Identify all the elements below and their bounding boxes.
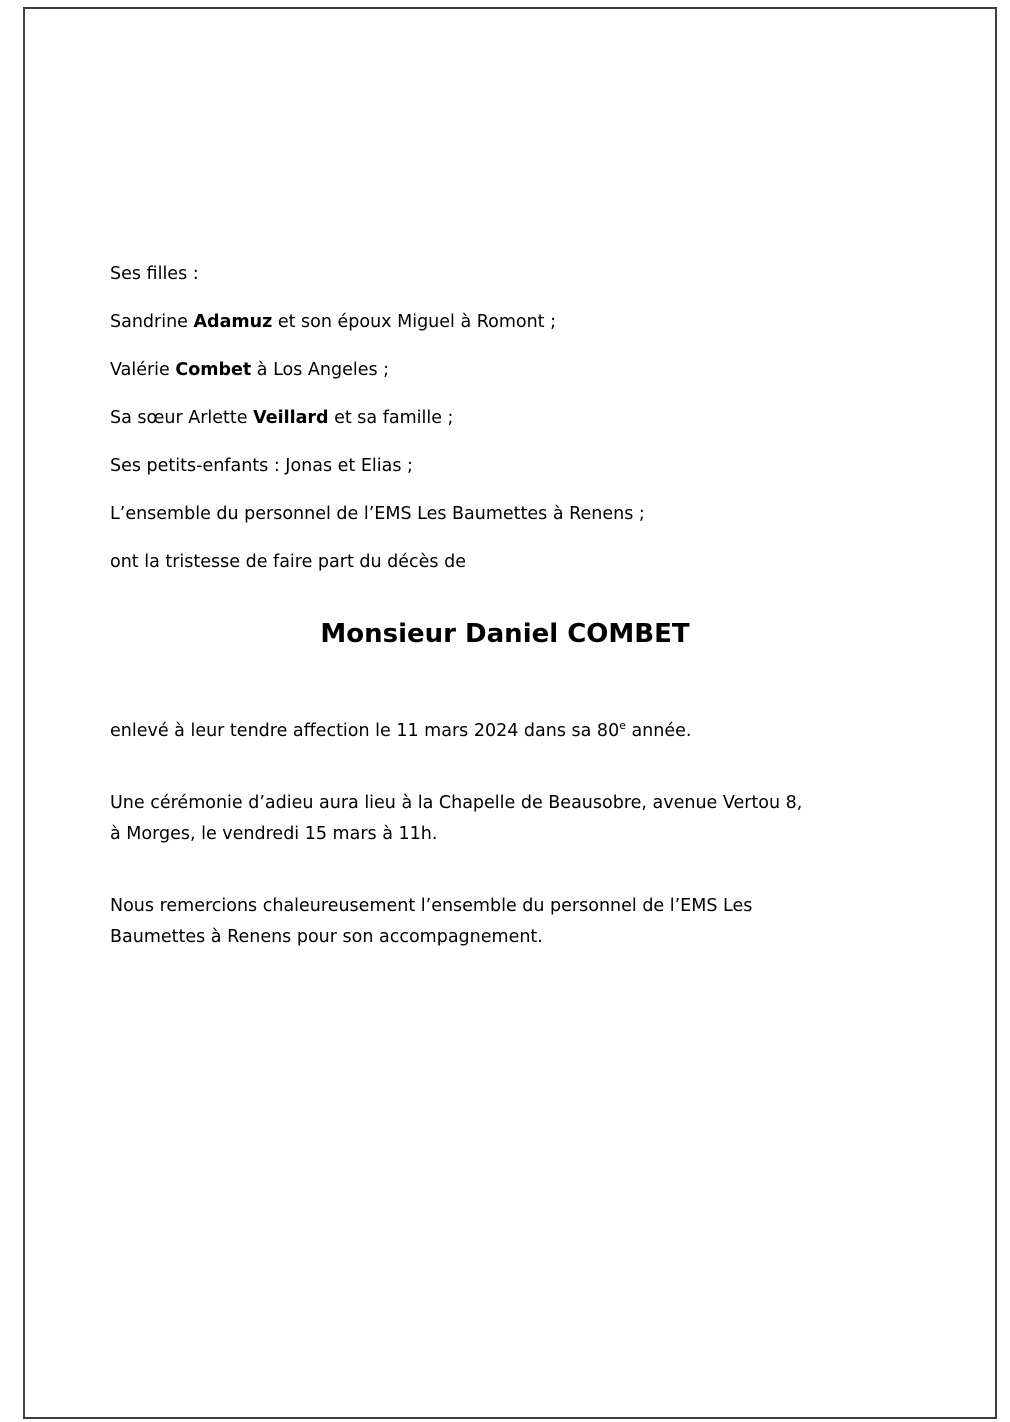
ceremony-line: Une cérémonie d’adieu aura lieu à la Chapelle de Beausobre, avenue Vertou 8, <box>110 793 803 813</box>
family-line-text: et son époux Miguel à Romont ; <box>272 312 556 332</box>
family-line-text: et sa famille ; <box>328 408 454 428</box>
family-line-text: Sa sœur Arlette <box>110 408 254 428</box>
family-name-bold: Combet <box>175 360 252 380</box>
family-line <box>110 355 900 385</box>
thanks-line: Nous remercions chaleureusement l’ensemble du personnel de l’EMS Les <box>110 896 753 916</box>
family-line-text: L’ensemble du personnel de l’EMS Les Baumettes à Renens ; <box>110 504 645 524</box>
family-line <box>110 499 900 529</box>
family-name-bold: Adamuz <box>193 312 273 332</box>
family-line-text: Valérie <box>110 360 176 380</box>
deceased-date-paragraph <box>110 716 900 746</box>
family-line <box>110 403 900 433</box>
ceremony-line: à Morges, le vendredi 15 mars à 11h. <box>110 824 438 844</box>
deceased-date-text: année. <box>625 721 692 741</box>
family-line <box>110 259 900 289</box>
family-name-bold: Veillard <box>253 408 329 428</box>
family-line-text: Ses filles : <box>110 264 199 284</box>
deceased-date-text: enlevé à leur tendre affection le 11 mars 2024 dans sa 80 <box>110 721 620 741</box>
family-line <box>110 451 900 481</box>
thanks-paragraph <box>110 891 900 953</box>
thanks-line: Baumettes à Renens pour son accompagnement. <box>110 927 543 947</box>
family-line-text: Sandrine <box>110 312 194 332</box>
family-line-text: à Los Angeles ; <box>251 360 390 380</box>
family-line <box>110 547 900 577</box>
family-line-text: ont la tristesse de faire part du décès de <box>110 552 466 572</box>
ordinal-superscript: e <box>619 719 626 733</box>
death-notice-content <box>110 259 900 953</box>
deceased-name-title: Monsieur Daniel COMBET <box>320 619 690 649</box>
ceremony-paragraph <box>110 788 900 850</box>
family-line <box>110 307 900 337</box>
family-line-text: Ses petits-enfants : Jonas et Elias ; <box>110 456 413 476</box>
